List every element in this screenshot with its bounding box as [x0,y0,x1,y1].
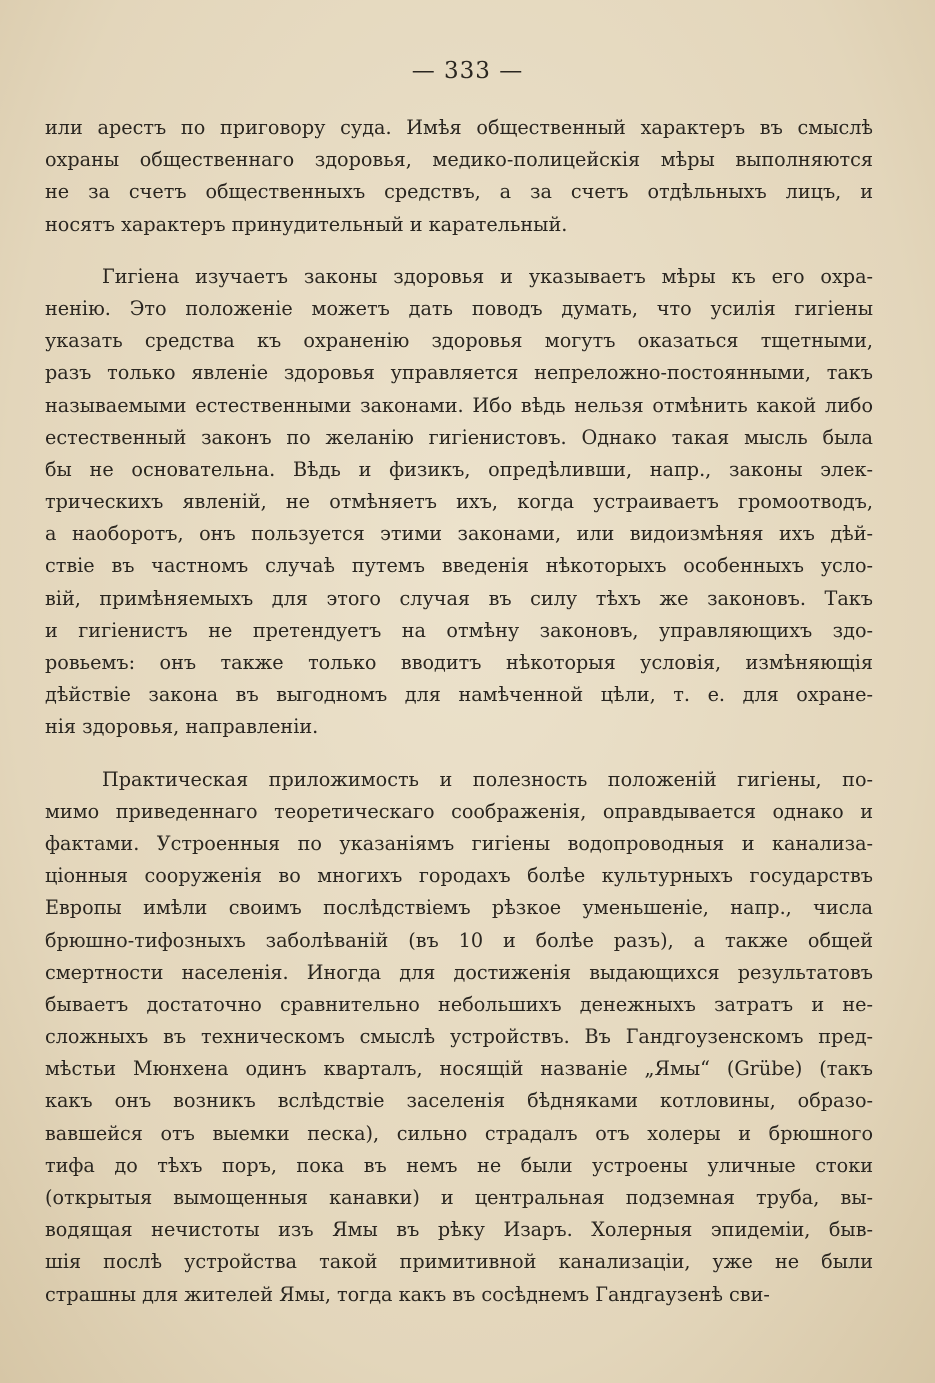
page-body [45,112,873,1311]
text-line: сложныхъ въ техническомъ смыслѣ устройствъ. Въ Гандгоузенскомъ пред- [45,1025,873,1049]
text-line: нія здоровья, направленіи. [45,715,319,739]
text-line: Гигіена изучаетъ законы здоровья и указываетъ мѣры къ его охра- [102,264,873,288]
paragraph [45,112,873,241]
text-line: естественный законъ по желанію гигіенистовъ. Однако такая мысль была [45,425,873,449]
text-line: Практическая приложимость и полезность положеній гигіены, по- [102,767,873,791]
text-line: вій, примѣняемыхъ для этого случая въ силу тѣхъ же законовъ. Такъ [45,586,873,610]
text-line: (открытыя вымощенныя канавки) и центральная подземная труба, вы- [45,1186,873,1209]
text-line: бываетъ достаточно сравнительно небольшихъ денежныхъ затратъ и не- [45,992,873,1016]
text-line: водящая нечистоты изъ Ямы въ рѣку Изаръ. Холерныя эпидеміи, быв- [45,1218,873,1242]
text-line: указать средства къ охраненію здоровья могутъ оказаться тщетными, [45,329,873,353]
text-line: фактами. Устроенныя по указаніямъ гигіены водопроводныя и канализа- [45,831,873,855]
text-line: какъ онъ возникъ вслѣдствіе заселенія бѣдняками котловины, образо- [45,1089,873,1113]
paragraph [45,261,873,744]
text-line: а наоборотъ, онъ пользуется этими законами, или видоизмѣняя ихъ дѣй- [45,522,873,546]
text-line: или арестъ по приговору суда. Имѣя общественный характеръ въ смыслѣ [45,116,873,139]
text-line: разъ только явленіе здоровья управляется непреложно-постоянными, такъ [45,361,873,385]
text-line: трическихъ явленій, не отмѣняетъ ихъ, когда устраиваетъ громоотводъ, [45,490,873,514]
text-line: ровьемъ: онъ также только вводитъ нѣкоторыя условія, измѣняющія [45,651,873,674]
text-line: не за счетъ общественныхъ средствъ, а за счетъ отдѣльныхъ лицъ, и [45,180,873,204]
text-line: и гигіенистъ не претендуетъ на отмѣну законовъ, управляющихъ здо- [45,618,873,642]
text-line: ствіе въ частномъ случаѣ путемъ введенія нѣкоторыхъ особенныхъ усло- [45,554,873,578]
text-line: мимо приведеннаго теоретическаго соображенія, оправдывается однако и [45,799,873,823]
paragraph [45,764,873,1311]
text-line: тифа до тѣхъ поръ, пока въ немъ не были устроены уличные стоки [45,1153,873,1177]
text-line: дѣйствіе закона въ выгодномъ для намѣченной цѣли, т. е. для охране- [45,683,873,707]
text-line: носятъ характеръ принудительный и карательный. [45,212,568,236]
text-line: ненію. Это положеніе можетъ дать поводъ думать, что усилія гигіены [45,296,873,320]
text-line: брюшно-тифозныхъ заболѣваній (въ 10 и болѣе разъ), а также общей [45,928,873,952]
text-line: бы не основательна. Вѣдь и физикъ, опредѣливши, напр., законы элек- [45,457,873,481]
text-line: называемыми естественными законами. Ибо вѣдь нельзя отмѣнить какой либо [45,393,873,417]
text-line: вавшейся отъ выемки песка), сильно страдалъ отъ холеры и брюшного [45,1121,873,1145]
text-line: шія послѣ устройства такой примитивной канализаціи, уже не были [45,1250,873,1274]
text-line: охраны общественнаго здоровья, медико-полицейскія мѣры выполняются [45,148,873,172]
text-line: страшны для жителей Ямы, тогда какъ въ сосѣднемъ Гандгаузенѣ сви- [45,1282,770,1306]
text-line: Европы имѣли своимъ послѣдствіемъ рѣзкое уменьшеніе, напр., числа [45,896,873,920]
text-line: мѣстьи Мюнхена одинъ кварталъ, носящій названіе „Ямы“ (Grübe) (такъ [45,1057,873,1081]
text-line: смертности населенія. Иногда для достиженія выдающихся результатовъ [45,960,873,984]
text-line: ціонныя сооруженія во многихъ городахъ болѣе культурныхъ государствъ [45,864,873,888]
page-number: — 333 — [411,58,524,84]
